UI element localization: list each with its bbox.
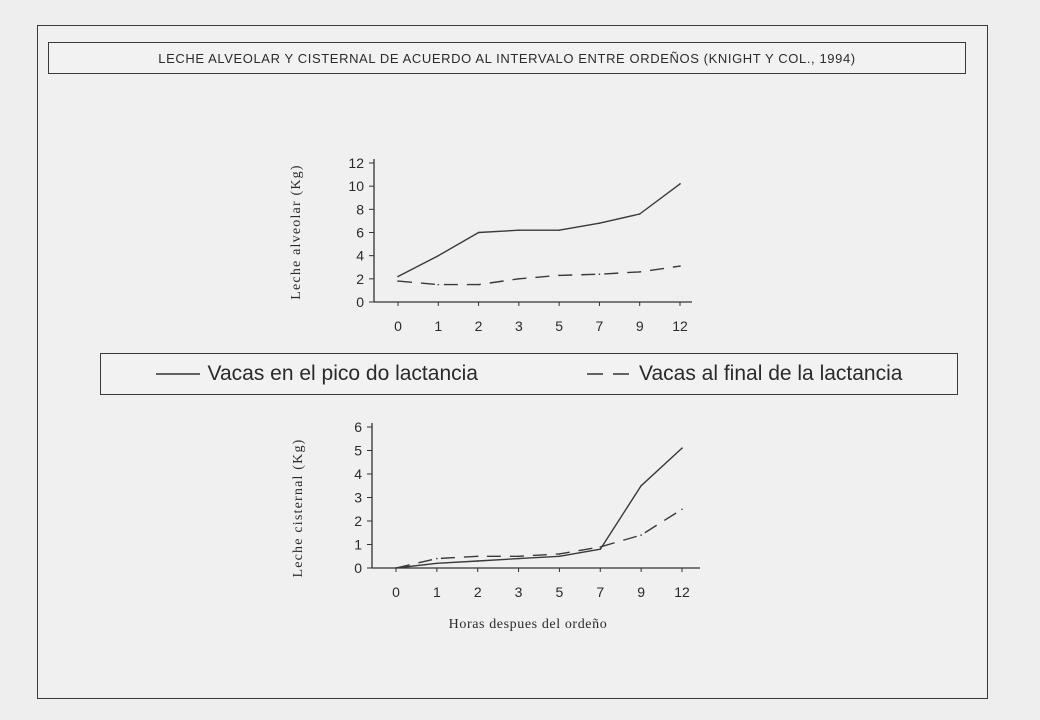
data-point xyxy=(599,548,601,550)
y-tick-label: 4 xyxy=(354,466,362,482)
x-tick-label: 1 xyxy=(432,584,441,600)
data-point xyxy=(679,265,681,267)
chart-1 xyxy=(289,155,692,334)
data-point xyxy=(518,555,520,557)
data-point xyxy=(639,213,641,215)
data-point xyxy=(397,280,399,282)
x-tick-label: 7 xyxy=(596,584,605,600)
data-point xyxy=(599,273,601,275)
data-point xyxy=(436,558,438,560)
data-point xyxy=(599,222,601,224)
data-point xyxy=(681,508,683,510)
data-point xyxy=(681,447,683,449)
data-point xyxy=(477,560,479,562)
data-point xyxy=(639,271,641,273)
data-point xyxy=(558,229,560,231)
data-point xyxy=(640,534,642,536)
legend-label-peak: Vacas en el pico do lactancia xyxy=(207,362,478,385)
series-line-peak-lactation xyxy=(396,448,682,568)
data-point xyxy=(518,558,520,560)
x-tick-label: 9 xyxy=(637,584,646,600)
y-tick-label: 0 xyxy=(356,294,364,310)
y-tick-label: 1 xyxy=(354,536,362,553)
x-tick-label: 5 xyxy=(555,584,564,600)
y-tick-label: 4 xyxy=(356,247,364,264)
y-tick-label: 0 xyxy=(354,560,362,576)
data-point xyxy=(397,276,399,278)
x-tick-label: 12 xyxy=(674,584,690,600)
y-tick-label: 6 xyxy=(354,419,362,435)
data-point xyxy=(477,555,479,557)
series-line-late-lactation xyxy=(398,266,680,285)
data-point xyxy=(679,183,681,185)
data-point xyxy=(640,485,642,487)
data-point xyxy=(437,284,439,286)
x-axis-title: Horas despues del ordeño xyxy=(448,617,608,632)
x-tick-label: 3 xyxy=(514,318,523,334)
data-point xyxy=(559,555,561,557)
x-tick-label: 0 xyxy=(394,318,402,334)
chart-2 xyxy=(291,419,700,632)
x-tick-label: 12 xyxy=(672,318,688,334)
data-point xyxy=(436,563,438,565)
data-point xyxy=(558,275,560,277)
y-tick-label: 6 xyxy=(356,224,364,241)
x-tick-label: 2 xyxy=(474,318,483,334)
data-point xyxy=(478,284,480,286)
x-tick-label: 2 xyxy=(473,584,482,600)
y-tick-label: 12 xyxy=(348,155,364,171)
data-point xyxy=(559,553,561,555)
y-axis-title: Leche alveolar (Kg) xyxy=(289,164,304,300)
y-tick-label: 8 xyxy=(356,201,364,218)
legend-label-late: Vacas al final de la lactancia xyxy=(639,362,903,385)
data-point xyxy=(437,255,439,257)
data-point xyxy=(599,546,601,548)
y-tick-label: 2 xyxy=(354,513,362,529)
data-point xyxy=(478,232,480,234)
y-tick-label: 3 xyxy=(354,489,362,506)
x-tick-label: 5 xyxy=(555,318,564,334)
x-tick-label: 3 xyxy=(514,584,523,600)
y-tick-label: 10 xyxy=(348,178,364,195)
data-point xyxy=(518,278,520,280)
figure-title: LECHE ALVEOLAR Y CISTERNAL DE ACUERDO AL INTERVALO ENTRE ORDEÑOS (KNIGHT Y COL., 1994) xyxy=(158,50,856,66)
x-tick-label: 7 xyxy=(595,318,604,334)
series-line-late-lactation xyxy=(396,509,682,568)
y-tick-label: 5 xyxy=(354,442,362,459)
y-axis-title: Leche cisternal (Kg) xyxy=(291,438,306,578)
series-line-peak-lactation xyxy=(398,184,680,277)
data-point xyxy=(395,567,397,569)
x-tick-label: 9 xyxy=(635,318,644,334)
y-tick-label: 2 xyxy=(356,270,364,287)
x-tick-label: 1 xyxy=(434,318,443,334)
data-point xyxy=(518,229,520,231)
x-tick-label: 0 xyxy=(392,584,400,600)
